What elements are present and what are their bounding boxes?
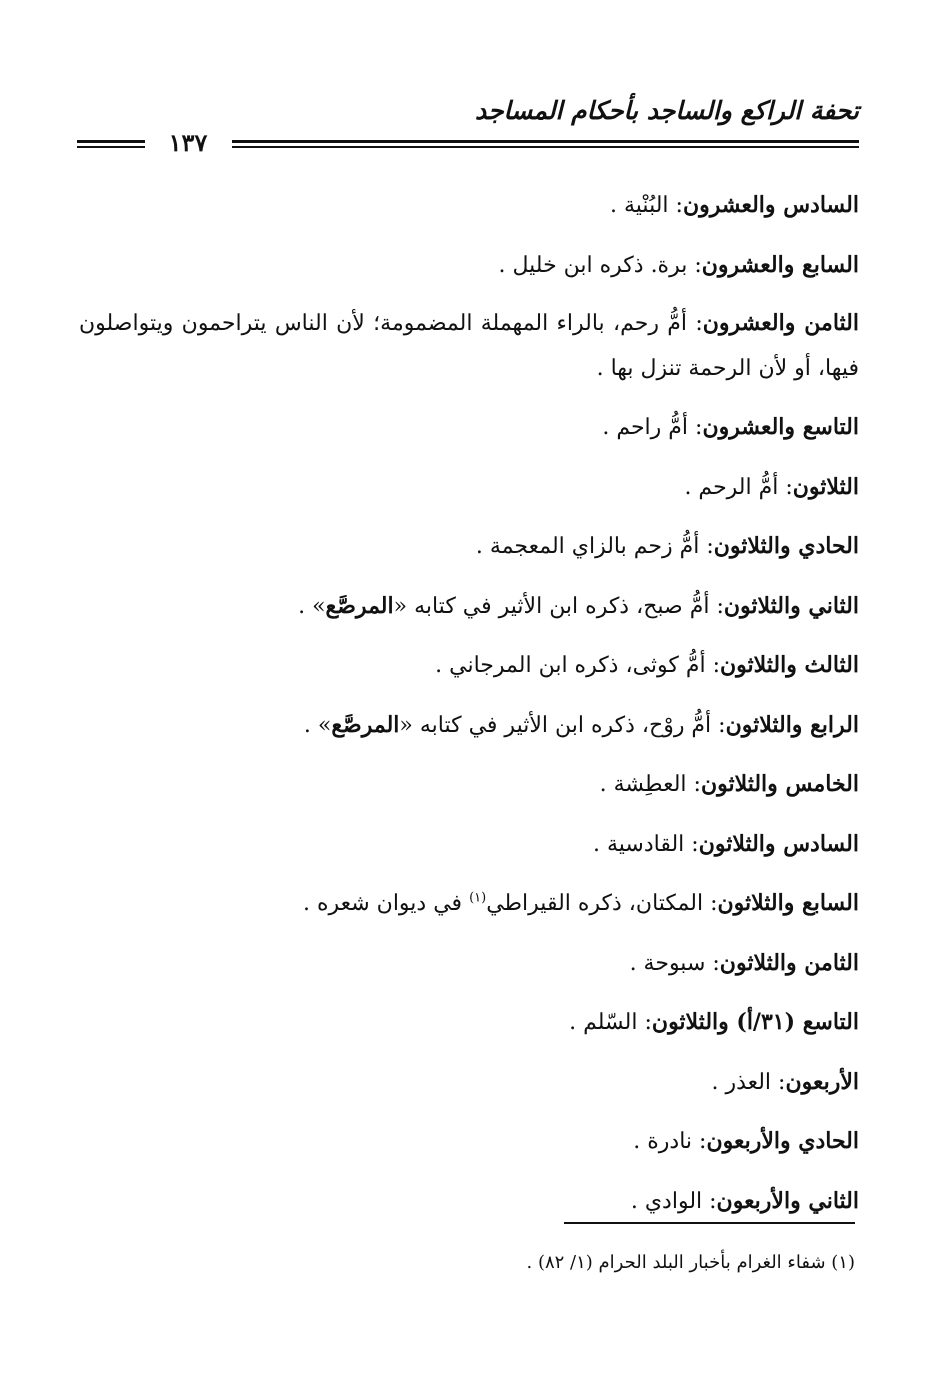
entry-term: الرابع والثلاثون [725, 711, 859, 738]
list-item: الرابع والثلاثون: أمُّ روْح، ذكره ابن الأثير في كتابه «المرصَّع» . [303, 711, 859, 738]
entry-term: الثلاثون [792, 473, 859, 500]
entry-text: المكتان، ذكره القيراطي [486, 891, 704, 916]
footnote-separator [564, 1222, 855, 1224]
book-title-reference: المرصَّع [331, 711, 400, 738]
entry-term: السادس والثلاثون [698, 830, 859, 857]
list-item: الثالث والثلاثون: أمُّ كوثى، ذكره ابن المرجاني . [435, 652, 859, 678]
entry-text-tail: » . [298, 593, 326, 619]
header-rule-short [77, 140, 145, 148]
list-item: السادس والثلاثون: القادسية . [592, 830, 859, 857]
list-item: الخامس والثلاثون: العطِشة . [599, 771, 859, 797]
body-text [79, 176, 859, 1231]
entry-text: البُنْية . [610, 193, 669, 218]
entry-term: الثاني والأربعون [716, 1187, 859, 1214]
entry-text: القادسية . [592, 831, 685, 857]
entry-text: أمُّ الرحم . [684, 474, 779, 500]
entry-text: الوادي . [630, 1188, 703, 1214]
list-item: التاسع (٣١/أ) والثلاثون: السّلم . [569, 1009, 859, 1035]
list-item: الثلاثون: أمُّ الرحم . [684, 473, 859, 500]
list-item: التاسع والعشرون: أمُّ راحم . [602, 414, 859, 440]
entry-text: أمُّ روْح، ذكره ابن الأثير في كتابه « [399, 712, 712, 738]
list-item: الثاني والأربعون: الوادي . [630, 1187, 859, 1214]
list-item: الثامن والعشرون: أمُّ رحم، بالراء المهملة المضمومة؛ لأن الناس يتراحمون ويتواصلون فيها، أو لأن الرحمة تنزل بها . [79, 310, 859, 381]
entry-term: الحادي والثلاثون [713, 533, 859, 559]
list-item: الثامن والثلاثون: سبوحة . [629, 949, 859, 976]
footnote-marker[interactable]: (١) [469, 890, 487, 906]
header-rule [232, 140, 859, 148]
list-item: السابع والعشرون: برة. ذكره ابن خليل . [498, 251, 859, 278]
book-title-reference: المرصَّع [325, 592, 394, 619]
entry-text: السّلم . [569, 1010, 638, 1035]
entry-term: السابع والثلاثون [717, 890, 859, 916]
page-number: ١٣٧ [168, 128, 208, 157]
entry-text: أمُّ راحم . [602, 415, 689, 440]
entry-term: الثالث والثلاثون [720, 652, 859, 678]
entry-term: التاسع والعشرون [702, 414, 859, 440]
entry-text: أمُّ صبح، ذكره ابن الأثير في كتابه « [393, 593, 710, 619]
entry-term: التاسع (٣١/أ) والثلاثون [651, 1009, 859, 1035]
entry-text: نادرة . [633, 1129, 693, 1154]
running-header-title: تحفة الراكع والساجد بأحكام المساجد [474, 96, 859, 125]
entry-term: الحادي والأربعون [706, 1128, 859, 1154]
list-item: الثاني والثلاثون: أمُّ صبح، ذكره ابن الأثير في كتابه «المرصَّع» . [298, 592, 859, 619]
entry-text: أمُّ كوثى، ذكره ابن المرجاني . [435, 653, 706, 678]
footnote: (١) شفاء الغرام بأخبار البلد الحرام (١/ ٨٢) . [526, 1252, 855, 1273]
entry-term: الثاني والثلاثون [723, 592, 859, 619]
entry-text-tail: في ديوان شعره . [302, 891, 470, 916]
entry-term: الخامس والثلاثون [700, 771, 859, 797]
entry-term: الثامن والثلاثون [719, 949, 859, 976]
entry-term: الثامن والعشرون [702, 310, 859, 336]
entry-text: أمُّ زحم بالزاي المعجمة . [475, 534, 700, 559]
list-item: الأربعون: العذر . [711, 1068, 859, 1095]
entry-term: السادس والعشرون [682, 192, 859, 218]
list-item: الحادي والثلاثون: أمُّ زحم بالزاي المعجمة . [475, 533, 859, 559]
list-item: الحادي والأربعون: نادرة . [633, 1128, 859, 1154]
entry-text-tail: » . [303, 712, 332, 738]
entry-text: العطِشة . [599, 772, 687, 797]
entry-text: برة. ذكره ابن خليل . [498, 252, 688, 278]
list-item: السابع والثلاثون: المكتان، ذكره القيراطي$^{(١)}$ في ديوان شعره . [302, 890, 859, 916]
entry-text: العذر . [711, 1069, 772, 1095]
entry-term: السابع والعشرون [701, 251, 859, 278]
list-item: السادس والعشرون: البُنْية . [610, 192, 859, 218]
entry-text: سبوحة . [629, 950, 706, 976]
entry-term: الأربعون [785, 1068, 859, 1095]
entry-text: أمُّ رحم، بالراء المهملة المضمومة؛ لأن الناس يتراحمون ويتواصلون فيها، أو لأن الرحمة تنزل بها . [79, 311, 859, 381]
